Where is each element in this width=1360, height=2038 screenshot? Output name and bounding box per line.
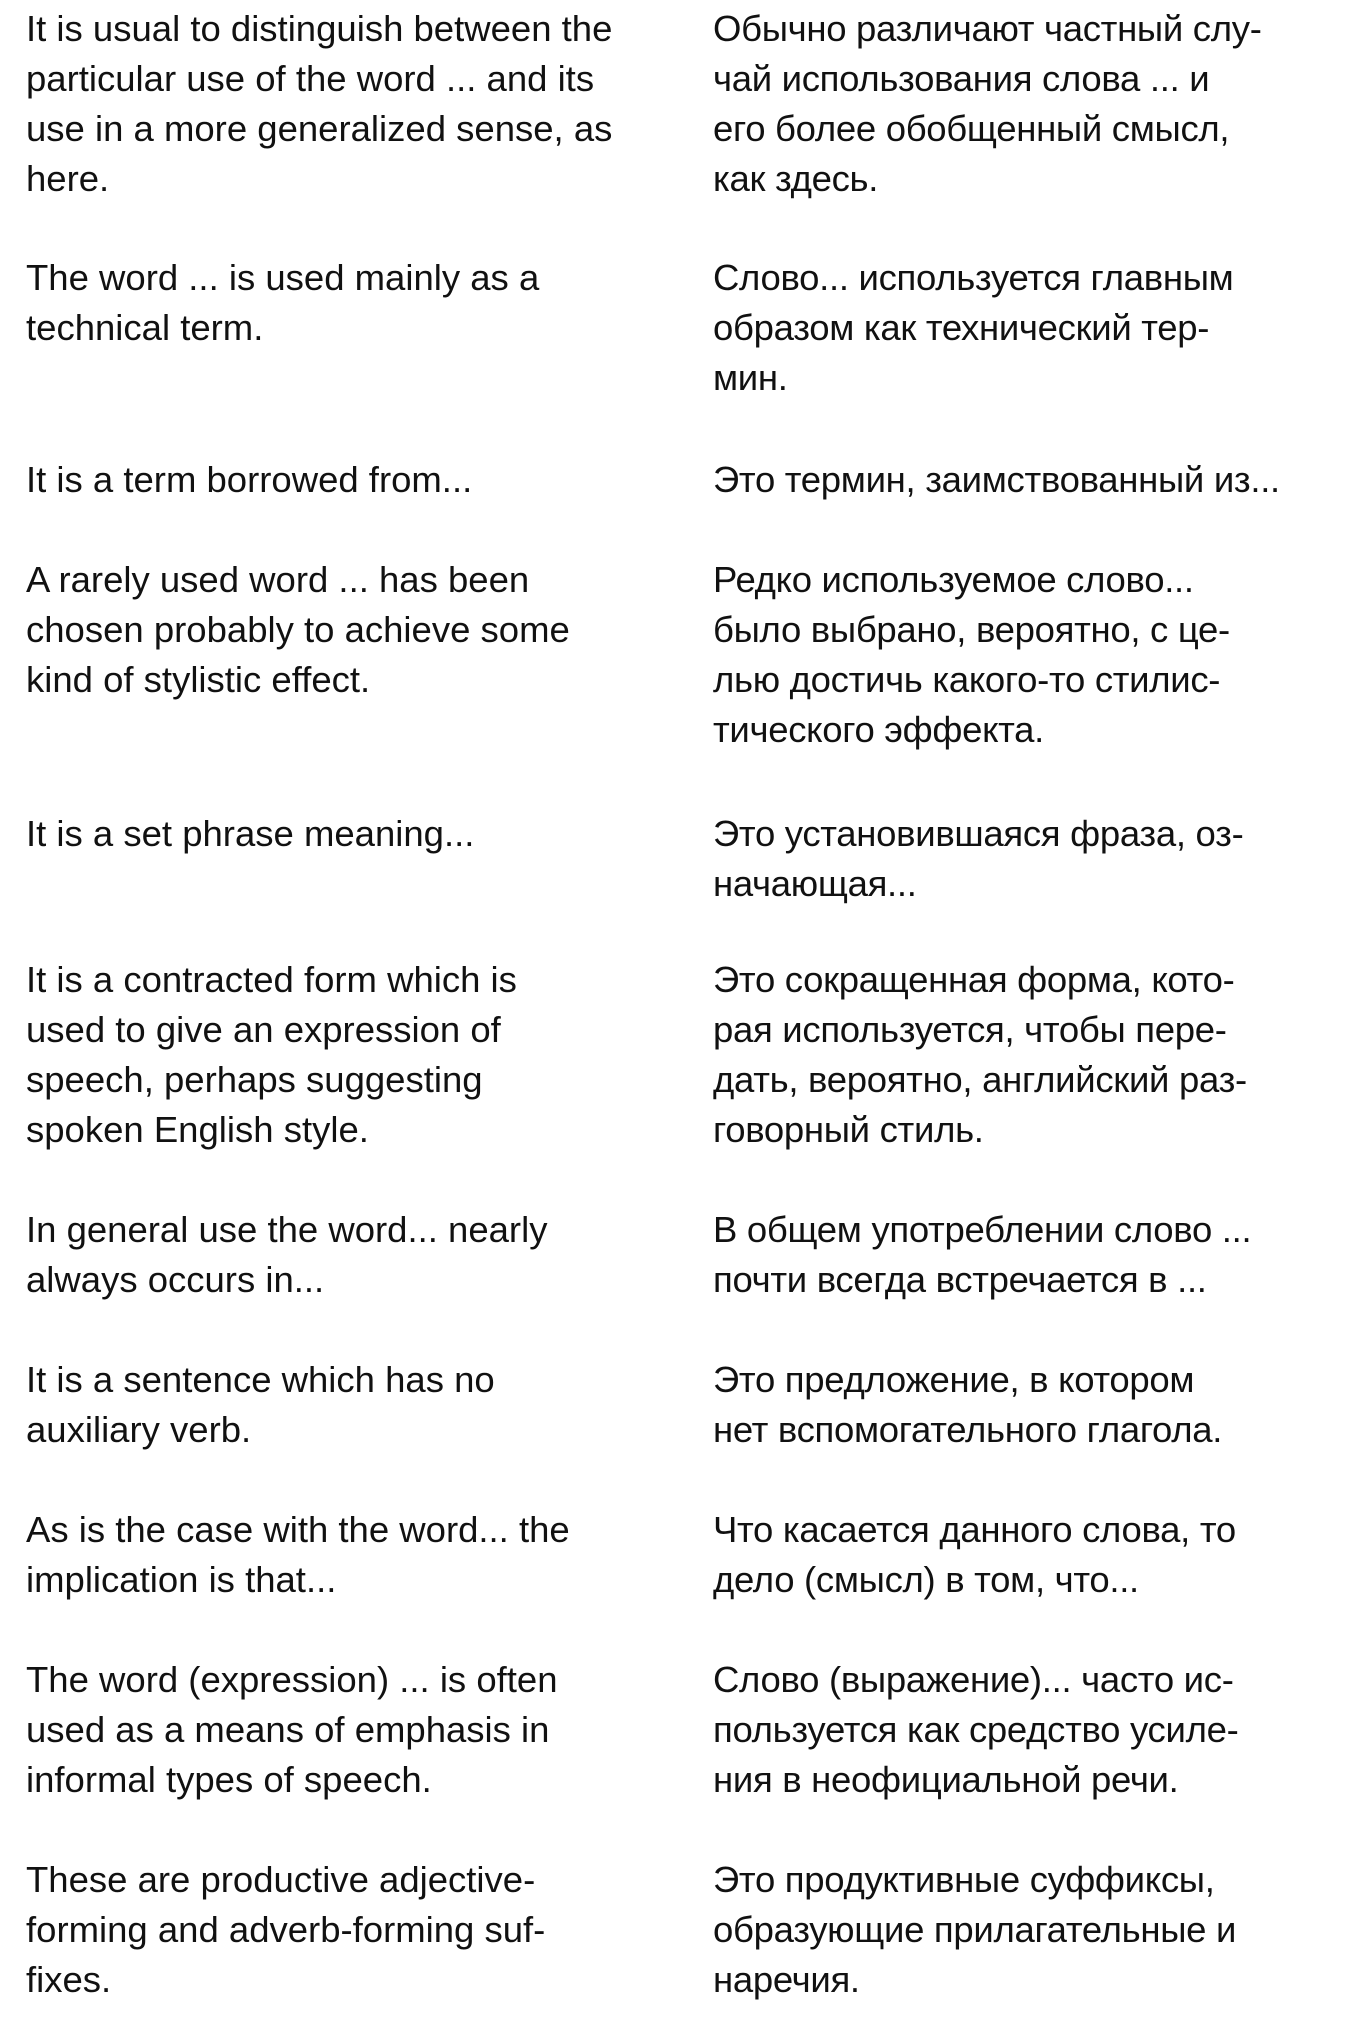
russian-translation: Это предложение, в котором нет вспомогательного глагола.	[713, 1359, 1223, 1450]
russian-translation: Это установившаяся фраза, оз- начающая...	[713, 813, 1244, 904]
russian-translation: Обычно различают частный слу- чай использования слова ... и его более обобщенный смысл, как здесь.	[713, 8, 1262, 199]
english-phrase: As is the case with the word... the implication is that...	[26, 1509, 570, 1600]
english-phrase: In general use the word... nearly always occurs in...	[26, 1209, 548, 1300]
english-phrase: It is usual to distinguish between the particular use of the word ... and its use in a more generalized sense, as here.	[26, 8, 613, 199]
russian-translation: Что касается данного слова, то дело (смысл) в том, что...	[713, 1509, 1236, 1600]
english-phrase: It is a term borrowed from...	[26, 459, 473, 500]
russian-translation: Слово (выражение)... часто ис- пользуется как средство усиле- ния в неофициальной речи.	[713, 1659, 1239, 1800]
russian-translation: Слово... используется главным образом как технический тер- мин.	[713, 257, 1234, 398]
russian-translation: В общем употреблении слово ... почти всегда встречается в ...	[713, 1209, 1252, 1300]
english-phrase: It is a sentence which has no auxiliary verb.	[26, 1359, 495, 1450]
russian-translation: Это продуктивные суффиксы, образующие прилагательные и наречия.	[713, 1859, 1237, 2000]
english-phrase: A rarely used word ... has been chosen probably to achieve some kind of stylistic effect.	[26, 559, 570, 700]
russian-translation: Редко используемое слово... было выбрано, вероятно, с це- лью достичь какого-то стилис- тического эффекта.	[713, 559, 1230, 750]
russian-translation: Это термин, заимствованный из...	[713, 459, 1280, 500]
english-phrase: The word (expression) ... is often used as a means of emphasis in informal types of speech.	[26, 1659, 558, 1800]
english-phrase: It is a contracted form which is used to give an expression of speech, perhaps suggesting spoken English style.	[26, 959, 517, 1150]
english-phrase: It is a set phrase meaning...	[26, 813, 475, 854]
english-phrase: These are productive adjective- forming and adverb-forming suf- fixes.	[26, 1859, 546, 2000]
english-phrase: The word ... is used mainly as a technical term.	[26, 257, 540, 348]
russian-translation: Это сокращенная форма, кото- рая используется, чтобы пере- дать, вероятно, английский раз- говорный стиль.	[713, 959, 1247, 1150]
